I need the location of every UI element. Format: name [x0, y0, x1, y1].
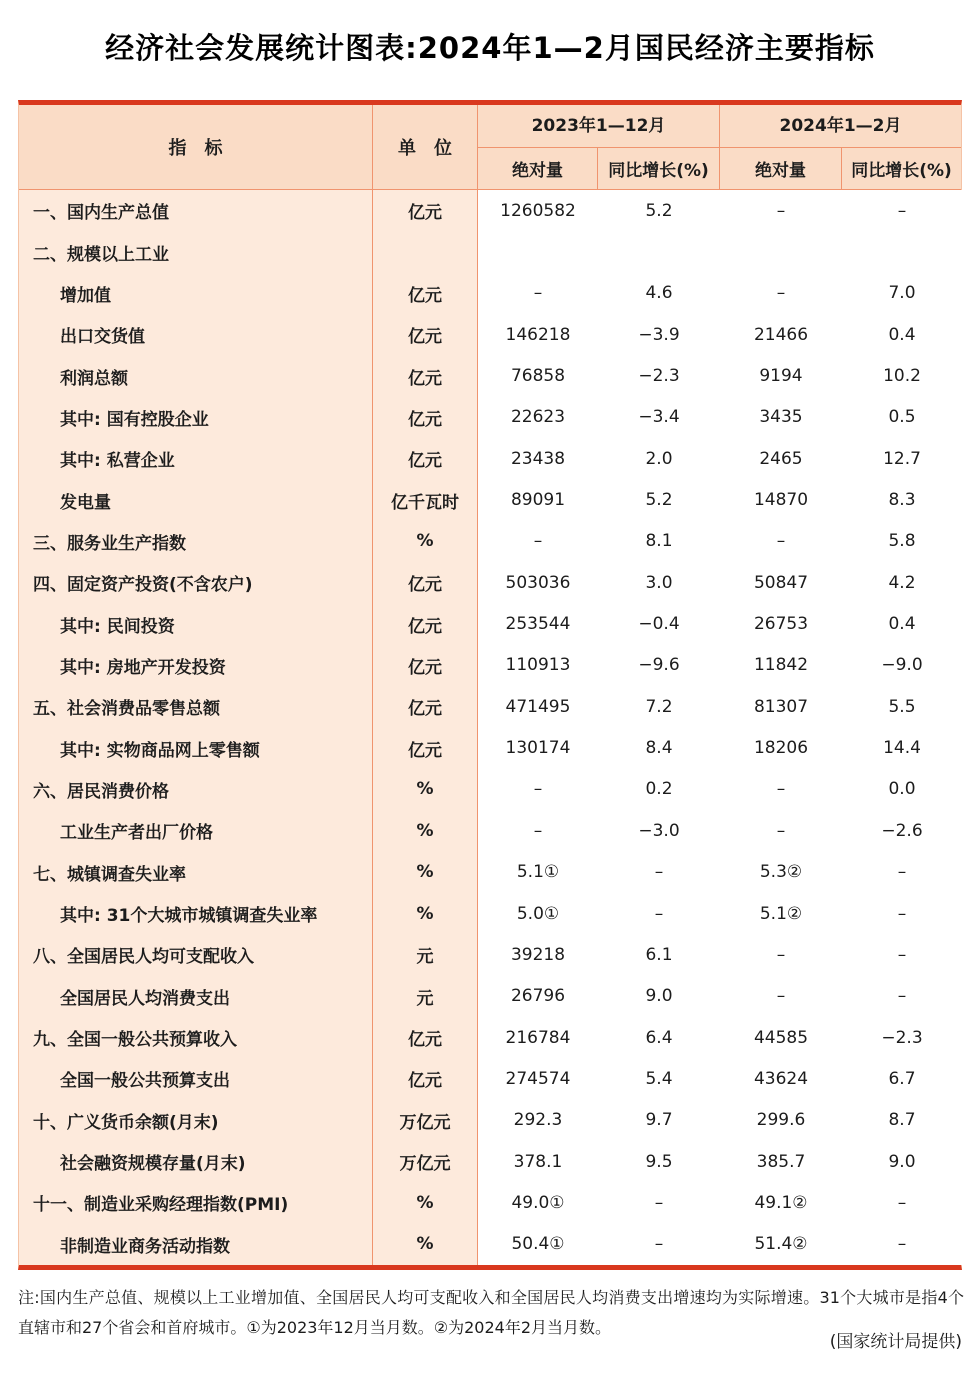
col-group-2024 — [720, 105, 961, 189]
table-row — [19, 1141, 961, 1182]
growth-2024-cell: 5.5 — [842, 686, 962, 727]
abs-2023-cell: – — [478, 810, 598, 851]
col-group-2024-subheader — [720, 148, 961, 189]
table-row — [19, 1058, 961, 1099]
growth-2024-cell: – — [842, 934, 962, 975]
abs-2024-cell: 50847 — [720, 562, 842, 603]
unit-cell: % — [373, 852, 478, 893]
col-group-2023-label: 2023年1—12月 — [478, 105, 719, 148]
table-row — [19, 934, 961, 975]
growth-2023-cell: 4.6 — [598, 273, 720, 314]
unit-cell: 亿元 — [373, 438, 478, 479]
growth-2024-cell: 7.0 — [842, 273, 962, 314]
indicator-cell: 三、服务业生产指数 — [19, 521, 373, 562]
abs-2023-cell: 216784 — [478, 1017, 598, 1058]
footnote: 注:国内生产总值、规模以上工业增加值、全国居民人均可支配收入和全国居民人均消费支出增速均为实际增速。31个大城市是指4个直辖市和27个省会和首府城市。①为2023年12月当月数。②为2024年2月当月数。 — [18, 1288, 964, 1337]
abs-2024-cell — [720, 231, 842, 272]
abs-2023-cell: 292.3 — [478, 1100, 598, 1141]
abs-2024-cell: 43624 — [720, 1058, 842, 1099]
indicator-cell: 其中: 私营企业 — [19, 438, 373, 479]
col-header-unit: 单 位 — [373, 105, 478, 189]
abs-2024-cell: – — [720, 976, 842, 1017]
growth-2023-cell: −2.3 — [598, 355, 720, 396]
table-row — [19, 852, 961, 893]
abs-2023-cell: 503036 — [478, 562, 598, 603]
indicator-cell: 八、全国居民人均可支配收入 — [19, 934, 373, 975]
growth-2024-cell: −2.3 — [842, 1017, 962, 1058]
growth-2024-cell: – — [842, 976, 962, 1017]
table-row — [19, 1100, 961, 1141]
table-row — [19, 273, 961, 314]
table-row — [19, 231, 961, 272]
growth-2023-cell: – — [598, 1182, 720, 1223]
growth-2023-cell: – — [598, 1224, 720, 1265]
abs-2024-cell: 14870 — [720, 479, 842, 520]
abs-2023-cell: 39218 — [478, 934, 598, 975]
unit-cell: 亿元 — [373, 603, 478, 644]
growth-2023-cell: −3.9 — [598, 314, 720, 355]
growth-2024-cell: 0.4 — [842, 603, 962, 644]
growth-2023-cell — [598, 231, 720, 272]
table-row — [19, 603, 961, 644]
abs-2024-cell: 11842 — [720, 645, 842, 686]
growth-2023-cell: 7.2 — [598, 686, 720, 727]
unit-cell: 亿元 — [373, 1017, 478, 1058]
abs-2024-cell: – — [720, 769, 842, 810]
growth-2023-cell: −9.6 — [598, 645, 720, 686]
abs-2023-cell: 23438 — [478, 438, 598, 479]
unit-cell: 亿元 — [373, 314, 478, 355]
abs-2023-cell: 5.0① — [478, 893, 598, 934]
unit-cell: 亿元 — [373, 645, 478, 686]
table-row — [19, 769, 961, 810]
table-body — [19, 190, 961, 1265]
col-header-abs-2024: 绝对量 — [720, 148, 842, 189]
unit-cell: 亿元 — [373, 355, 478, 396]
growth-2023-cell: −0.4 — [598, 603, 720, 644]
col-header-growth-2024: 同比增长(%) — [851, 161, 952, 181]
abs-2023-cell: 22623 — [478, 397, 598, 438]
indicator-cell: 十一、制造业采购经理指数(PMI) — [19, 1182, 373, 1223]
abs-2023-cell: 89091 — [478, 479, 598, 520]
indicator-cell: 七、城镇调查失业率 — [19, 852, 373, 893]
table-row — [19, 686, 961, 727]
abs-2024-cell: 5.1② — [720, 893, 842, 934]
unit-cell: 亿元 — [373, 397, 478, 438]
unit-cell: 元 — [373, 934, 478, 975]
table-row — [19, 438, 961, 479]
col-header-abs-2023: 绝对量 — [478, 148, 598, 189]
growth-2024-cell: 0.5 — [842, 397, 962, 438]
page-title: 经济社会发展统计图表:2024年1—2月国民经济主要指标 — [105, 31, 875, 65]
abs-2024-cell: 18206 — [720, 727, 842, 768]
abs-2023-cell: 471495 — [478, 686, 598, 727]
growth-2023-cell: 8.4 — [598, 727, 720, 768]
abs-2024-cell: 26753 — [720, 603, 842, 644]
abs-2024-cell: 9194 — [720, 355, 842, 396]
unit-cell: 亿元 — [373, 562, 478, 603]
unit-cell: % — [373, 521, 478, 562]
abs-2023-cell: 49.0① — [478, 1182, 598, 1223]
unit-cell: 元 — [373, 976, 478, 1017]
abs-2024-cell: 51.4② — [720, 1224, 842, 1265]
growth-2023-cell: 6.1 — [598, 934, 720, 975]
abs-2024-cell: – — [720, 190, 842, 231]
growth-2023-cell: 5.2 — [598, 479, 720, 520]
abs-2023-cell: 253544 — [478, 603, 598, 644]
growth-2024-cell — [842, 231, 962, 272]
growth-2023-cell: 8.1 — [598, 521, 720, 562]
indicator-cell: 其中: 房地产开发投资 — [19, 645, 373, 686]
unit-cell: % — [373, 1224, 478, 1265]
indicator-cell: 利润总额 — [19, 355, 373, 396]
indicator-cell: 四、固定资产投资(不含农户) — [19, 562, 373, 603]
abs-2023-cell: 5.1① — [478, 852, 598, 893]
growth-2024-cell: – — [842, 1224, 962, 1265]
growth-2024-cell: 0.0 — [842, 769, 962, 810]
indicator-cell: 其中: 国有控股企业 — [19, 397, 373, 438]
abs-2023-cell: 274574 — [478, 1058, 598, 1099]
growth-2024-cell: 4.2 — [842, 562, 962, 603]
table-row — [19, 1224, 961, 1265]
indicator-cell: 发电量 — [19, 479, 373, 520]
unit-cell: 亿元 — [373, 686, 478, 727]
growth-2023-cell: – — [598, 893, 720, 934]
indicator-cell: 全国一般公共预算支出 — [19, 1058, 373, 1099]
growth-2024-cell: 9.0 — [842, 1141, 962, 1182]
table-row — [19, 976, 961, 1017]
growth-2024-cell: 8.7 — [842, 1100, 962, 1141]
table-row — [19, 314, 961, 355]
col-group-2024-label: 2024年1—2月 — [720, 105, 961, 148]
growth-2023-cell: 9.0 — [598, 976, 720, 1017]
abs-2024-cell: 299.6 — [720, 1100, 842, 1141]
indicator-cell: 出口交货值 — [19, 314, 373, 355]
growth-2024-cell: 14.4 — [842, 727, 962, 768]
indicator-cell: 五、社会消费品零售总额 — [19, 686, 373, 727]
growth-2024-cell: 10.2 — [842, 355, 962, 396]
growth-2024-cell: −2.6 — [842, 810, 962, 851]
growth-2023-cell: 9.7 — [598, 1100, 720, 1141]
growth-2023-cell: 2.0 — [598, 438, 720, 479]
unit-cell: % — [373, 810, 478, 851]
col-group-2023 — [478, 105, 720, 189]
table-row — [19, 1017, 961, 1058]
table-row — [19, 727, 961, 768]
abs-2024-cell: 385.7 — [720, 1141, 842, 1182]
abs-2023-cell: – — [478, 273, 598, 314]
table-row — [19, 810, 961, 851]
growth-2024-cell: 0.4 — [842, 314, 962, 355]
growth-2024-cell: – — [842, 190, 962, 231]
unit-cell — [373, 231, 478, 272]
indicator-cell: 九、全国一般公共预算收入 — [19, 1017, 373, 1058]
abs-2024-cell: – — [720, 934, 842, 975]
table-row — [19, 1182, 961, 1223]
unit-cell: % — [373, 769, 478, 810]
table-row — [19, 521, 961, 562]
table-row — [19, 397, 961, 438]
abs-2023-cell: 50.4① — [478, 1224, 598, 1265]
abs-2024-cell: 81307 — [720, 686, 842, 727]
growth-2023-cell: 5.4 — [598, 1058, 720, 1099]
abs-2023-cell: 130174 — [478, 727, 598, 768]
growth-2023-cell: – — [598, 852, 720, 893]
col-header-indicator: 指 标 — [19, 105, 373, 189]
col-header-growth-2023: 同比增长(%) — [608, 161, 709, 181]
col-group-2023-subheader — [478, 148, 719, 189]
abs-2024-cell: 3435 — [720, 397, 842, 438]
indicator-cell: 二、规模以上工业 — [19, 231, 373, 272]
growth-2023-cell: 6.4 — [598, 1017, 720, 1058]
indicator-cell: 六、居民消费价格 — [19, 769, 373, 810]
unit-cell: 亿元 — [373, 1058, 478, 1099]
unit-cell: % — [373, 893, 478, 934]
growth-2023-cell: −3.0 — [598, 810, 720, 851]
abs-2024-cell: 21466 — [720, 314, 842, 355]
indicator-cell: 其中: 31个大城市城镇调查失业率 — [19, 893, 373, 934]
unit-cell: % — [373, 1182, 478, 1223]
abs-2023-cell: 110913 — [478, 645, 598, 686]
growth-2023-cell: 3.0 — [598, 562, 720, 603]
indicator-cell: 工业生产者出厂价格 — [19, 810, 373, 851]
indicator-cell: 非制造业商务活动指数 — [19, 1224, 373, 1265]
source-credit: (国家统计局提供) — [829, 1332, 962, 1352]
unit-cell: 亿元 — [373, 273, 478, 314]
growth-2024-cell: 5.8 — [842, 521, 962, 562]
growth-2024-cell: 6.7 — [842, 1058, 962, 1099]
abs-2023-cell — [478, 231, 598, 272]
table-row — [19, 645, 961, 686]
indicator-cell: 全国居民人均消费支出 — [19, 976, 373, 1017]
abs-2024-cell: – — [720, 810, 842, 851]
indicator-cell: 其中: 民间投资 — [19, 603, 373, 644]
unit-cell: 万亿元 — [373, 1141, 478, 1182]
growth-2024-cell: 8.3 — [842, 479, 962, 520]
growth-2024-cell: – — [842, 1182, 962, 1223]
table-row — [19, 190, 961, 231]
abs-2024-cell: – — [720, 273, 842, 314]
growth-2024-cell: −9.0 — [842, 645, 962, 686]
growth-2023-cell: 9.5 — [598, 1141, 720, 1182]
indicator-cell: 十、广义货币余额(月末) — [19, 1100, 373, 1141]
unit-cell: 亿元 — [373, 190, 478, 231]
growth-2023-cell: −3.4 — [598, 397, 720, 438]
table-row — [19, 479, 961, 520]
abs-2023-cell: 76858 — [478, 355, 598, 396]
table-row — [19, 355, 961, 396]
abs-2023-cell: – — [478, 769, 598, 810]
table-header — [19, 105, 961, 190]
abs-2023-cell: 1260582 — [478, 190, 598, 231]
abs-2024-cell: 49.1② — [720, 1182, 842, 1223]
unit-cell: 万亿元 — [373, 1100, 478, 1141]
abs-2023-cell: 378.1 — [478, 1141, 598, 1182]
indicators-table — [18, 100, 962, 1270]
table-row — [19, 893, 961, 934]
indicator-cell: 其中: 实物商品网上零售额 — [19, 727, 373, 768]
abs-2023-cell: 146218 — [478, 314, 598, 355]
unit-cell: 亿千瓦时 — [373, 479, 478, 520]
abs-2023-cell: 26796 — [478, 976, 598, 1017]
growth-2024-cell: – — [842, 852, 962, 893]
abs-2024-cell: 2465 — [720, 438, 842, 479]
abs-2023-cell: – — [478, 521, 598, 562]
table-row — [19, 562, 961, 603]
growth-2024-cell: – — [842, 893, 962, 934]
indicator-cell: 一、国内生产总值 — [19, 190, 373, 231]
growth-2023-cell: 0.2 — [598, 769, 720, 810]
indicator-cell: 增加值 — [19, 273, 373, 314]
abs-2024-cell: – — [720, 521, 842, 562]
indicator-cell: 社会融资规模存量(月末) — [19, 1141, 373, 1182]
unit-cell: 亿元 — [373, 727, 478, 768]
growth-2024-cell: 12.7 — [842, 438, 962, 479]
abs-2024-cell: 44585 — [720, 1017, 842, 1058]
abs-2024-cell: 5.3② — [720, 852, 842, 893]
growth-2023-cell: 5.2 — [598, 190, 720, 231]
